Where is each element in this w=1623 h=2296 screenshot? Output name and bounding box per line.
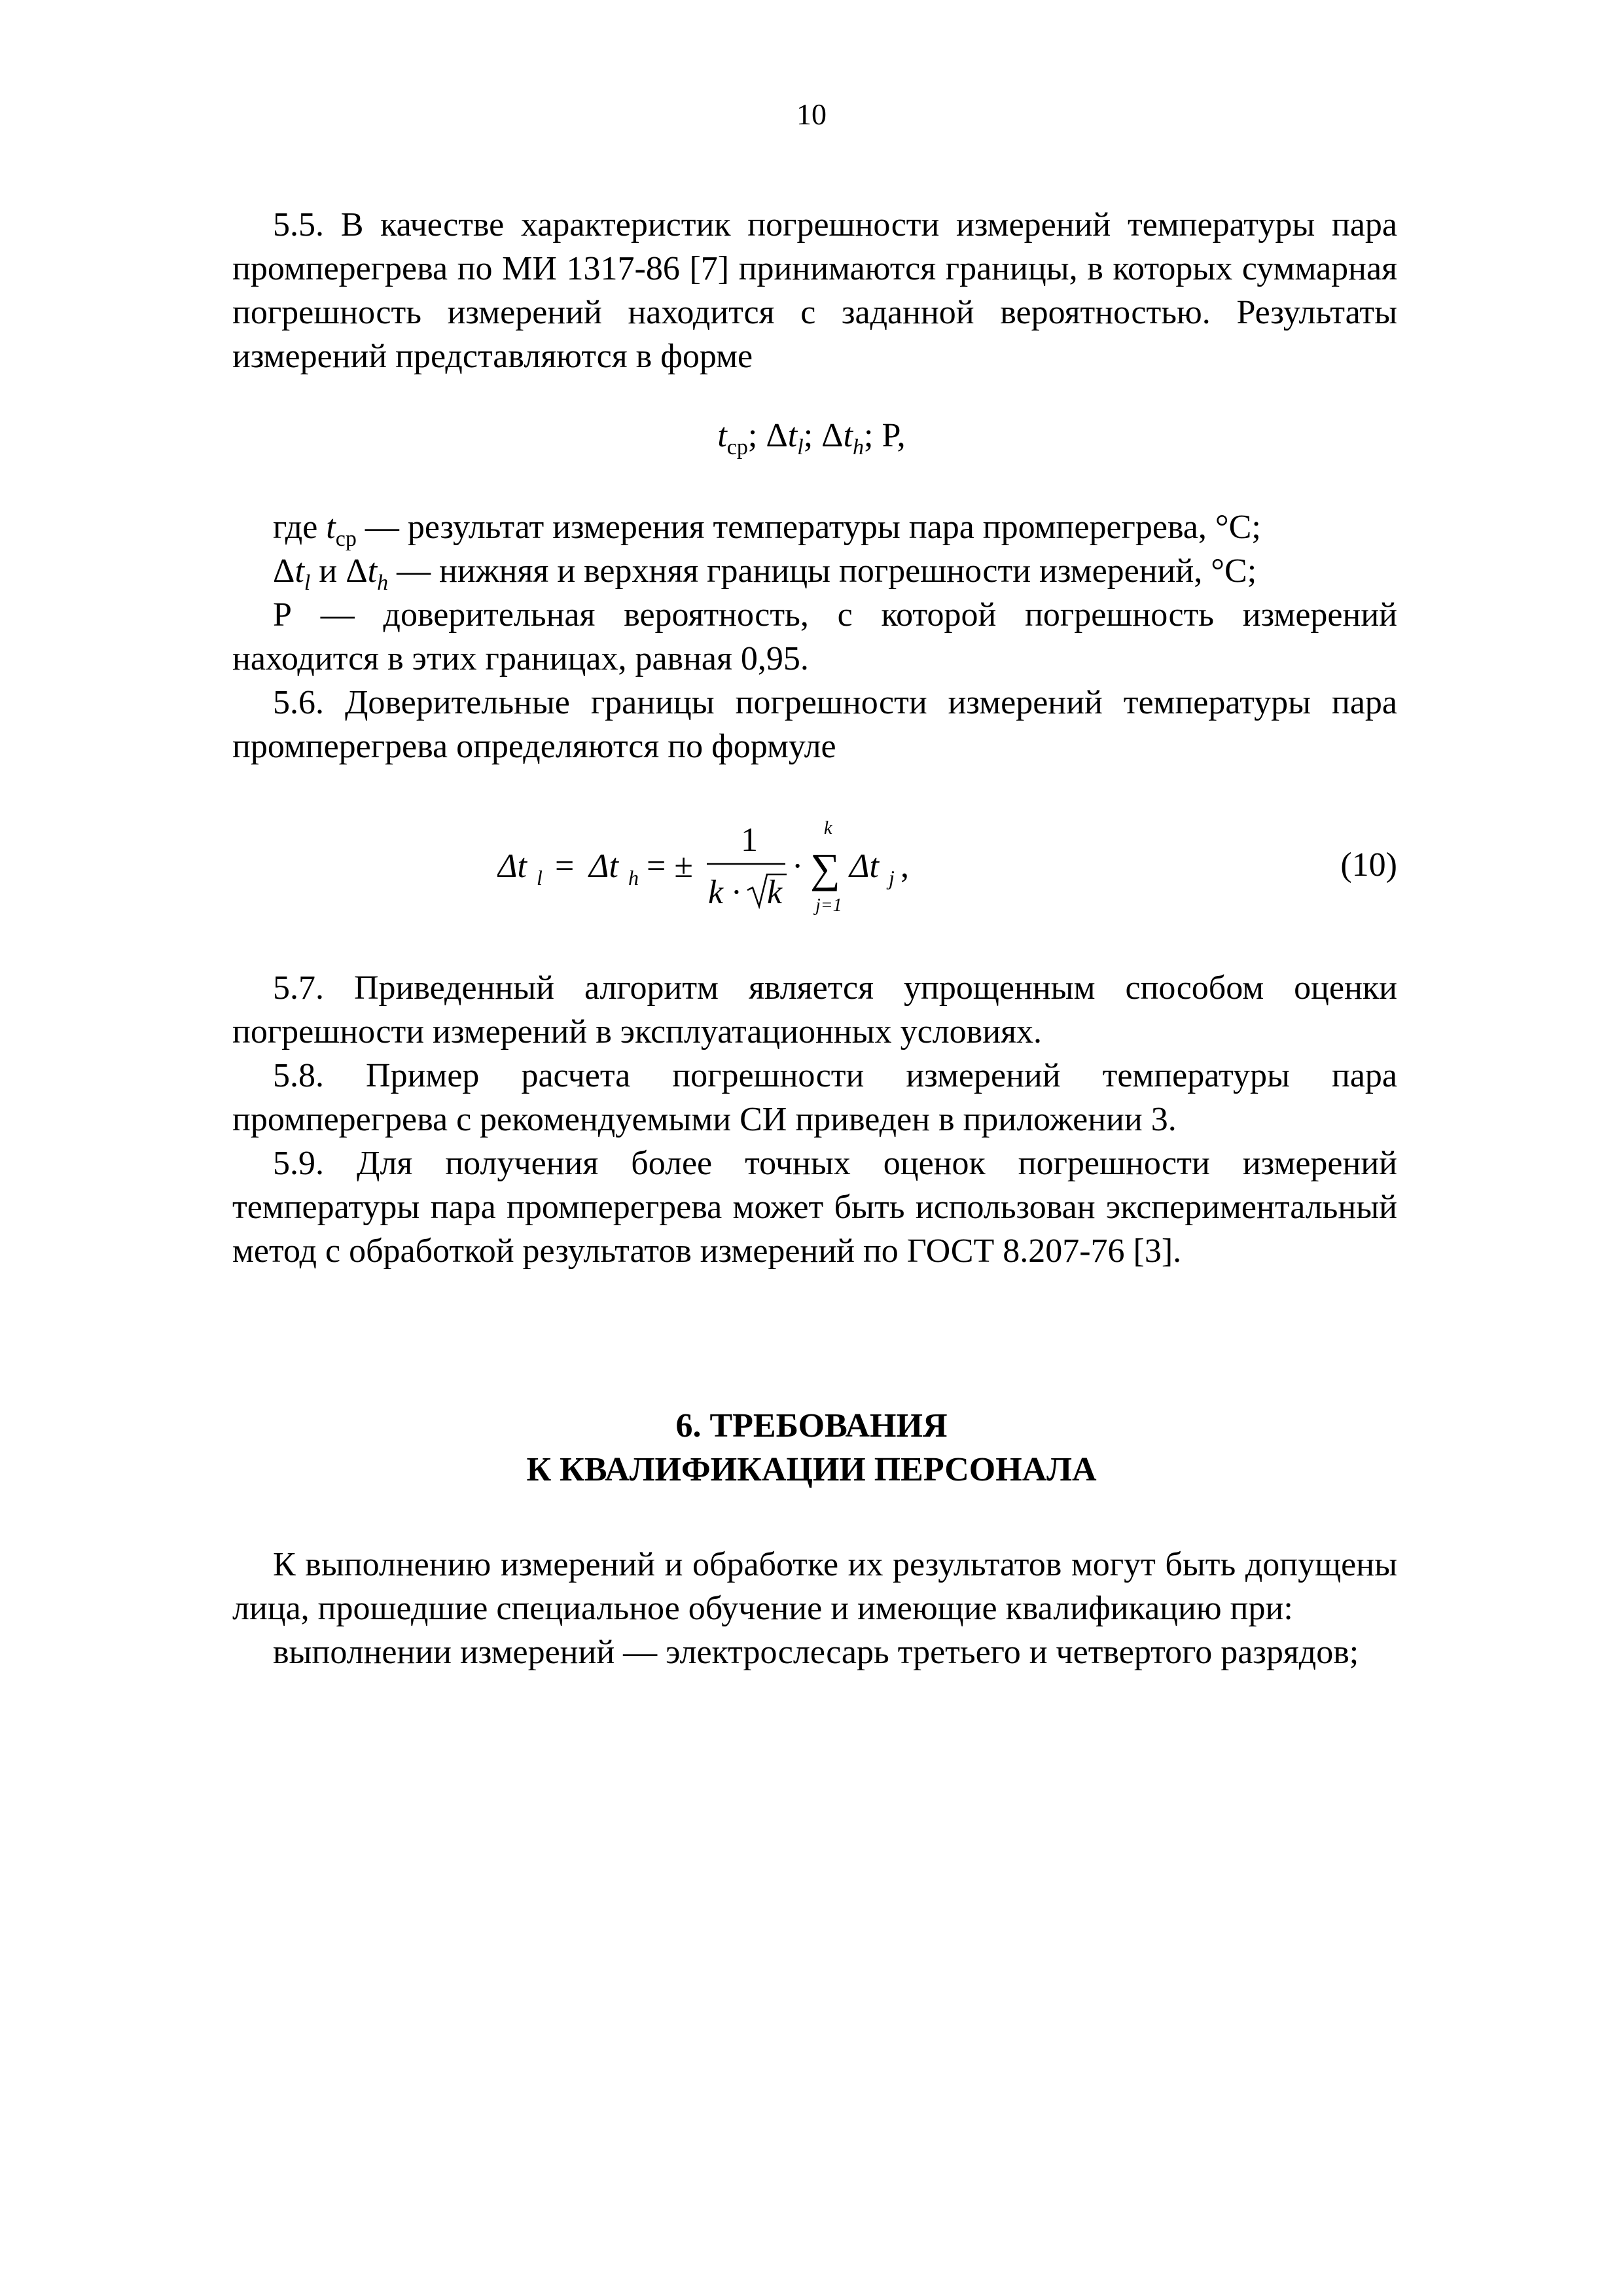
page-number: 10	[796, 98, 827, 131]
formula-t: t	[717, 417, 727, 454]
sections-5-7-to-5-9	[232, 966, 1397, 1273]
equation-number: (10)	[1340, 846, 1397, 884]
formula-dot: ·	[792, 848, 804, 885]
formula-t-sub: ср	[726, 435, 748, 459]
section-6-title-line-1: 6. ТРЕБОВАНИЯ	[675, 1407, 948, 1444]
where-line-2-mid: и Δ	[310, 552, 368, 590]
paragraph-5-6: 5.6. Доверительные границы погрешности измерений температуры пара промперегрева определяются по формуле	[232, 684, 1397, 765]
where-line-1	[232, 505, 1397, 549]
formula-th-sub: h	[853, 435, 865, 459]
where-line-1-pre: где	[273, 509, 327, 546]
where-th-sub: h	[377, 571, 389, 595]
where-delta-1: Δ	[273, 552, 295, 590]
where-t: t	[326, 509, 336, 546]
where-block	[232, 505, 1397, 768]
formula-tail: ; P,	[864, 417, 906, 454]
where-line-1-post: — результат измерения температуры пара промперегрева, °С;	[356, 509, 1261, 546]
formula-comma: ,	[901, 848, 909, 885]
formula-lhs2-sub: h	[628, 866, 639, 889]
formula-denominator-k: k ·	[708, 874, 741, 911]
paragraph-5-8: 5.8. Пример расчета погрешности измерений температуры пара промперегрева с рекомендуемыми СИ приведен в приложении 3.	[232, 1057, 1397, 1138]
sum-lower: j=1	[815, 895, 842, 916]
result-formula	[0, 416, 1623, 459]
formula-th: t	[843, 417, 853, 454]
formula-sep1: ; Δ	[747, 417, 788, 454]
paragraph-6-1: К выполнению измерений и обработке их результатов могут быть допущены лица, прошедшие специальное обучение и имеющие квалификацию при:	[232, 1546, 1397, 1627]
formula-lhs2: Δt	[589, 848, 618, 885]
section-6-title	[0, 1404, 1623, 1492]
section-6-title-line-2: К КВАЛИФИКАЦИИ ПЕРСОНАЛА	[526, 1451, 1097, 1488]
formula-10	[497, 812, 955, 929]
formula-sep2: ; Δ	[803, 417, 844, 454]
formula-eq1: =	[555, 848, 575, 885]
sum-symbol: ∑	[810, 845, 840, 891]
sum-upper: k	[824, 818, 832, 838]
where-line-3: Р — доверительная вероятность, с которой погрешность измерений находится в этих границах, равная 0,95.	[232, 596, 1397, 677]
formula-eq2: = ±	[647, 848, 693, 885]
section-5-5-block	[232, 203, 1397, 378]
formula-numerator: 1	[741, 821, 758, 859]
formula-tl: t	[787, 417, 798, 454]
formula-lhs1-sub: l	[537, 866, 543, 889]
formula-term: Δt	[849, 848, 879, 885]
paragraph-5-9: 5.9. Для получения более точных оценок погрешности измерений температуры пара промперегрева может быть использован экспериментальный метод с обработкой результатов измерений по ГОСТ 8.207-76 [3].	[232, 1145, 1397, 1270]
formula-tl-sub: l	[797, 435, 804, 459]
where-line-2	[232, 549, 1397, 593]
where-tl-sub: l	[304, 571, 311, 595]
paragraph-5-5: 5.5. В качестве характеристик погрешности измерений температуры пара промперегрева по МИ 1317-86 [7] принимаются границы, в которых суммарная погрешность измерений находится с заданной вероятностью. Результаты измерений представляются в форме	[232, 206, 1397, 375]
formula-denominator-root: k	[767, 874, 783, 911]
where-th: t	[367, 552, 378, 590]
section-6-body	[232, 1543, 1397, 1674]
paragraph-5-7: 5.7. Приведенный алгоритм является упрощенным способом оценки погрешности измерений в эксплуатационных условиях.	[232, 969, 1397, 1050]
formula-term-sub: j	[889, 866, 895, 889]
where-t-sub: ср	[335, 527, 357, 551]
where-tl: t	[294, 552, 304, 590]
where-line-2-post: — нижняя и верхняя границы погрешности измерений, °С;	[388, 552, 1257, 590]
formula-lhs1: Δt	[497, 848, 527, 885]
paragraph-6-2: выполнении измерений — электрослесарь третьего и четвертого разрядов;	[273, 1634, 1359, 1671]
